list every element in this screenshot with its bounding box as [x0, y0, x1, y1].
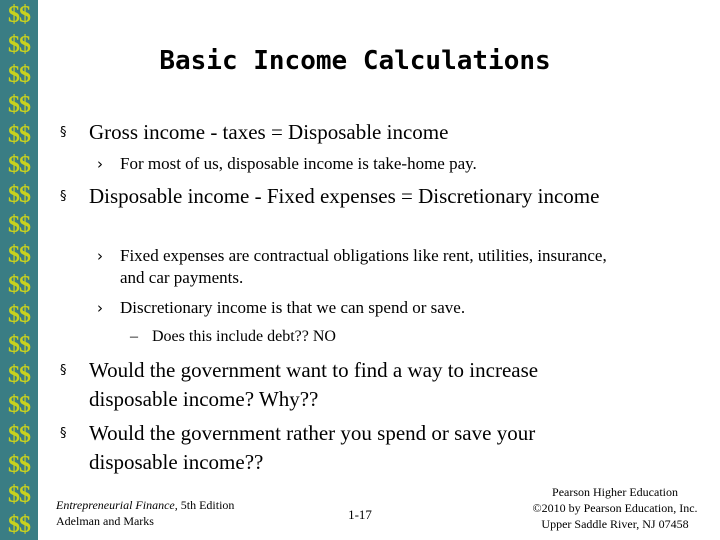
footer-publisher [520, 484, 710, 532]
subbullet-marker: › [97, 155, 103, 173]
bullet-marker: § [60, 189, 67, 204]
subbullet-marker: › [97, 247, 103, 265]
publisher-line-2: ©2010 by Pearson Education, Inc. [532, 501, 698, 515]
subbullet-2 [97, 245, 617, 289]
bullet-text: Would the government want to find a way to increase disposable income? Why?? [89, 358, 539, 411]
dollar-sign-icon: $$ [8, 302, 30, 328]
bullet-1 [60, 118, 660, 147]
dollar-sign-icon: $$ [8, 212, 30, 238]
dollar-sign-icon: $$ [8, 482, 30, 508]
bullet-text: Disposable income - Fixed expenses = Discretionary income [89, 184, 600, 208]
dollar-sign-icon: $$ [8, 422, 30, 448]
slide-title: Basic Income Calculations [159, 46, 551, 76]
dollar-sign-icon: $$ [8, 32, 30, 58]
subbullet-1 [97, 153, 617, 175]
dollar-sign-icon: $$ [8, 242, 30, 268]
subsub-text: Does this include debt?? NO [152, 328, 336, 345]
dollar-sign-icon: $$ [8, 452, 30, 478]
dollar-sign-icon: $$ [8, 362, 30, 388]
dollar-sign-icon: $$ [8, 152, 30, 178]
page-number: 1-17 [348, 507, 372, 522]
bullet-marker: § [60, 426, 67, 441]
footer-edition: 5th Edition [177, 498, 235, 512]
dollar-sign-icon: $$ [8, 122, 30, 148]
dollar-sign-icon: $$ [8, 332, 30, 358]
bullet-marker: § [60, 363, 67, 378]
subbullet-text: For most of us, disposable income is take-home pay. [120, 154, 477, 173]
bullet-text: Would the government rather you spend or save your disposable income?? [89, 421, 536, 474]
dollar-sign-icon: $$ [8, 92, 30, 118]
subsub-bullet [130, 326, 550, 348]
subbullet-marker: › [97, 299, 103, 317]
bullet-marker: § [60, 125, 67, 140]
bullet-4 [60, 419, 620, 477]
footer-authors: Adelman and Marks [56, 514, 154, 528]
bullet-2 [60, 182, 600, 211]
footer-book-info [56, 497, 234, 529]
subbullet-text: Discretionary income is that we can spend or save. [120, 298, 466, 317]
sidebar-decoration [0, 0, 38, 540]
publisher-line-1: Pearson Higher Education [552, 485, 678, 499]
dollar-sign-icon: $$ [8, 182, 30, 208]
bullet-text: Gross income - taxes = Disposable income [89, 120, 449, 144]
dollar-sign-icon: $$ [8, 392, 30, 418]
subbullet-3 [97, 297, 617, 319]
dollar-sign-icon: $$ [8, 62, 30, 88]
dollar-sign-icon: $$ [8, 512, 30, 538]
footer-book-title: Entrepreneurial Finance, [56, 498, 178, 512]
publisher-line-3: Upper Saddle River, NJ 07458 [541, 517, 689, 531]
bullet-3 [60, 356, 620, 414]
subsub-marker: – [130, 328, 138, 345]
subbullet-text: Fixed expenses are contractual obligations like rent, utilities, insurance, and car payments. [120, 246, 607, 287]
dollar-sign-icon: $$ [8, 2, 30, 28]
dollar-sign-icon: $$ [8, 272, 30, 298]
